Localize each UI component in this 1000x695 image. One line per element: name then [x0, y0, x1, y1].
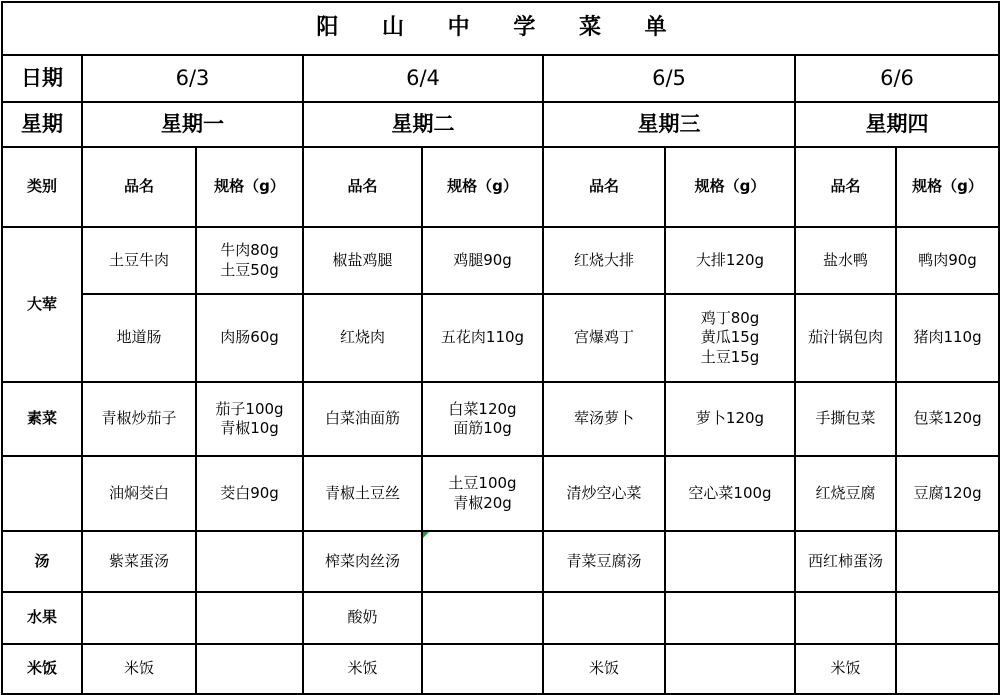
spec-cell[interactable]: 萝卜120g [665, 382, 795, 456]
spec-header-3[interactable]: 规格（g） [665, 147, 795, 227]
weekday-day-3[interactable]: 星期三 [543, 102, 795, 147]
spec-cell[interactable]: 猪肉110g [896, 294, 999, 382]
empty-cell[interactable] [196, 644, 303, 694]
table-row [2, 456, 999, 531]
dish-cell[interactable]: 盐水鸭 [795, 227, 896, 294]
column-header-row [2, 147, 999, 227]
empty-cell[interactable] [896, 531, 999, 592]
date-label[interactable]: 日期 [2, 55, 82, 102]
spec-cell[interactable]: 鸡腿90g [422, 227, 543, 294]
category-meat[interactable]: 大荤 [2, 227, 82, 382]
dish-cell[interactable]: 紫菜蛋汤 [82, 531, 196, 592]
dish-header-3[interactable]: 品名 [543, 147, 665, 227]
dish-cell[interactable]: 米饭 [303, 644, 422, 694]
dish-cell[interactable]: 西红柿蛋汤 [795, 531, 896, 592]
dish-header-1[interactable]: 品名 [82, 147, 196, 227]
dish-cell[interactable]: 土豆牛肉 [82, 227, 196, 294]
dish-cell[interactable]: 地道肠 [82, 294, 196, 382]
spec-cell[interactable]: 白菜120g 面筋10g [422, 382, 543, 456]
table-row [2, 294, 999, 382]
table-row [2, 644, 999, 694]
menu-table [1, 1, 1000, 695]
spec-header-1[interactable]: 规格（g） [196, 147, 303, 227]
dish-header-4[interactable]: 品名 [795, 147, 896, 227]
dish-cell[interactable]: 清炒空心菜 [543, 456, 665, 531]
date-day-1[interactable]: 6/3 [82, 55, 303, 102]
spec-cell[interactable]: 大排120g [665, 227, 795, 294]
empty-cell[interactable] [896, 592, 999, 644]
category-veg[interactable]: 素菜 [2, 382, 82, 456]
dish-cell[interactable]: 荤汤萝卜 [543, 382, 665, 456]
dish-cell[interactable] [543, 592, 665, 644]
empty-cell[interactable] [196, 531, 303, 592]
table-row [2, 531, 999, 592]
spec-cell[interactable]: 土豆100g 青椒20g [422, 456, 543, 531]
menu-title[interactable]: 阳 山 中 学 菜 单 [2, 2, 999, 55]
empty-cell[interactable] [196, 592, 303, 644]
table-row [2, 592, 999, 644]
dish-cell[interactable]: 榨菜肉丝汤 [303, 531, 422, 592]
spec-cell[interactable]: 鸡丁80g 黄瓜15g 土豆15g [665, 294, 795, 382]
weekday-day-4[interactable]: 星期四 [795, 102, 999, 147]
title-row [2, 2, 999, 55]
dish-cell[interactable]: 米饭 [543, 644, 665, 694]
spec-header-4[interactable]: 规格（g） [896, 147, 999, 227]
dish-cell[interactable]: 酸奶 [303, 592, 422, 644]
spec-cell[interactable]: 鸭肉90g [896, 227, 999, 294]
dish-cell[interactable]: 红烧肉 [303, 294, 422, 382]
empty-cell[interactable] [665, 531, 795, 592]
dish-cell[interactable] [82, 592, 196, 644]
dish-cell[interactable]: 宫爆鸡丁 [543, 294, 665, 382]
weekday-day-1[interactable]: 星期一 [82, 102, 303, 147]
dish-cell[interactable]: 青菜豆腐汤 [543, 531, 665, 592]
dish-cell[interactable]: 茄汁锅包肉 [795, 294, 896, 382]
spec-cell[interactable]: 肉肠60g [196, 294, 303, 382]
dish-cell[interactable]: 红烧豆腐 [795, 456, 896, 531]
weekday-day-2[interactable]: 星期二 [303, 102, 543, 147]
dish-header-2[interactable]: 品名 [303, 147, 422, 227]
empty-cell[interactable] [422, 531, 543, 592]
spec-cell[interactable]: 茭白90g [196, 456, 303, 531]
category-soup[interactable]: 汤 [2, 531, 82, 592]
category-rice[interactable]: 米饭 [2, 644, 82, 694]
empty-cell[interactable] [422, 592, 543, 644]
spec-cell[interactable]: 包菜120g [896, 382, 999, 456]
spec-header-2[interactable]: 规格（g） [422, 147, 543, 227]
dish-cell[interactable]: 红烧大排 [543, 227, 665, 294]
spec-cell[interactable]: 茄子100g 青椒10g [196, 382, 303, 456]
dish-cell[interactable]: 油焖茭白 [82, 456, 196, 531]
spec-cell[interactable]: 牛肉80g 土豆50g [196, 227, 303, 294]
spec-cell[interactable]: 空心菜100g [665, 456, 795, 531]
empty-cell[interactable] [896, 644, 999, 694]
date-row [2, 55, 999, 102]
dish-cell[interactable]: 手撕包菜 [795, 382, 896, 456]
date-day-3[interactable]: 6/5 [543, 55, 795, 102]
category-empty[interactable] [2, 456, 82, 531]
weekday-label[interactable]: 星期 [2, 102, 82, 147]
date-day-4[interactable]: 6/6 [795, 55, 999, 102]
category-fruit[interactable]: 水果 [2, 592, 82, 644]
empty-cell[interactable] [665, 592, 795, 644]
table-row [2, 382, 999, 456]
spec-cell[interactable]: 豆腐120g [896, 456, 999, 531]
dish-cell[interactable]: 青椒土豆丝 [303, 456, 422, 531]
dish-cell[interactable] [795, 592, 896, 644]
dish-cell[interactable]: 白菜油面筋 [303, 382, 422, 456]
dish-cell[interactable]: 青椒炒茄子 [82, 382, 196, 456]
dish-cell[interactable]: 米饭 [795, 644, 896, 694]
date-day-2[interactable]: 6/4 [303, 55, 543, 102]
table-row [2, 227, 999, 294]
dish-cell[interactable]: 椒盐鸡腿 [303, 227, 422, 294]
category-header[interactable]: 类别 [2, 147, 82, 227]
spec-cell[interactable]: 五花肉110g [422, 294, 543, 382]
empty-cell[interactable] [665, 644, 795, 694]
dish-cell[interactable]: 米饭 [82, 644, 196, 694]
empty-cell[interactable] [422, 644, 543, 694]
weekday-row [2, 102, 999, 147]
